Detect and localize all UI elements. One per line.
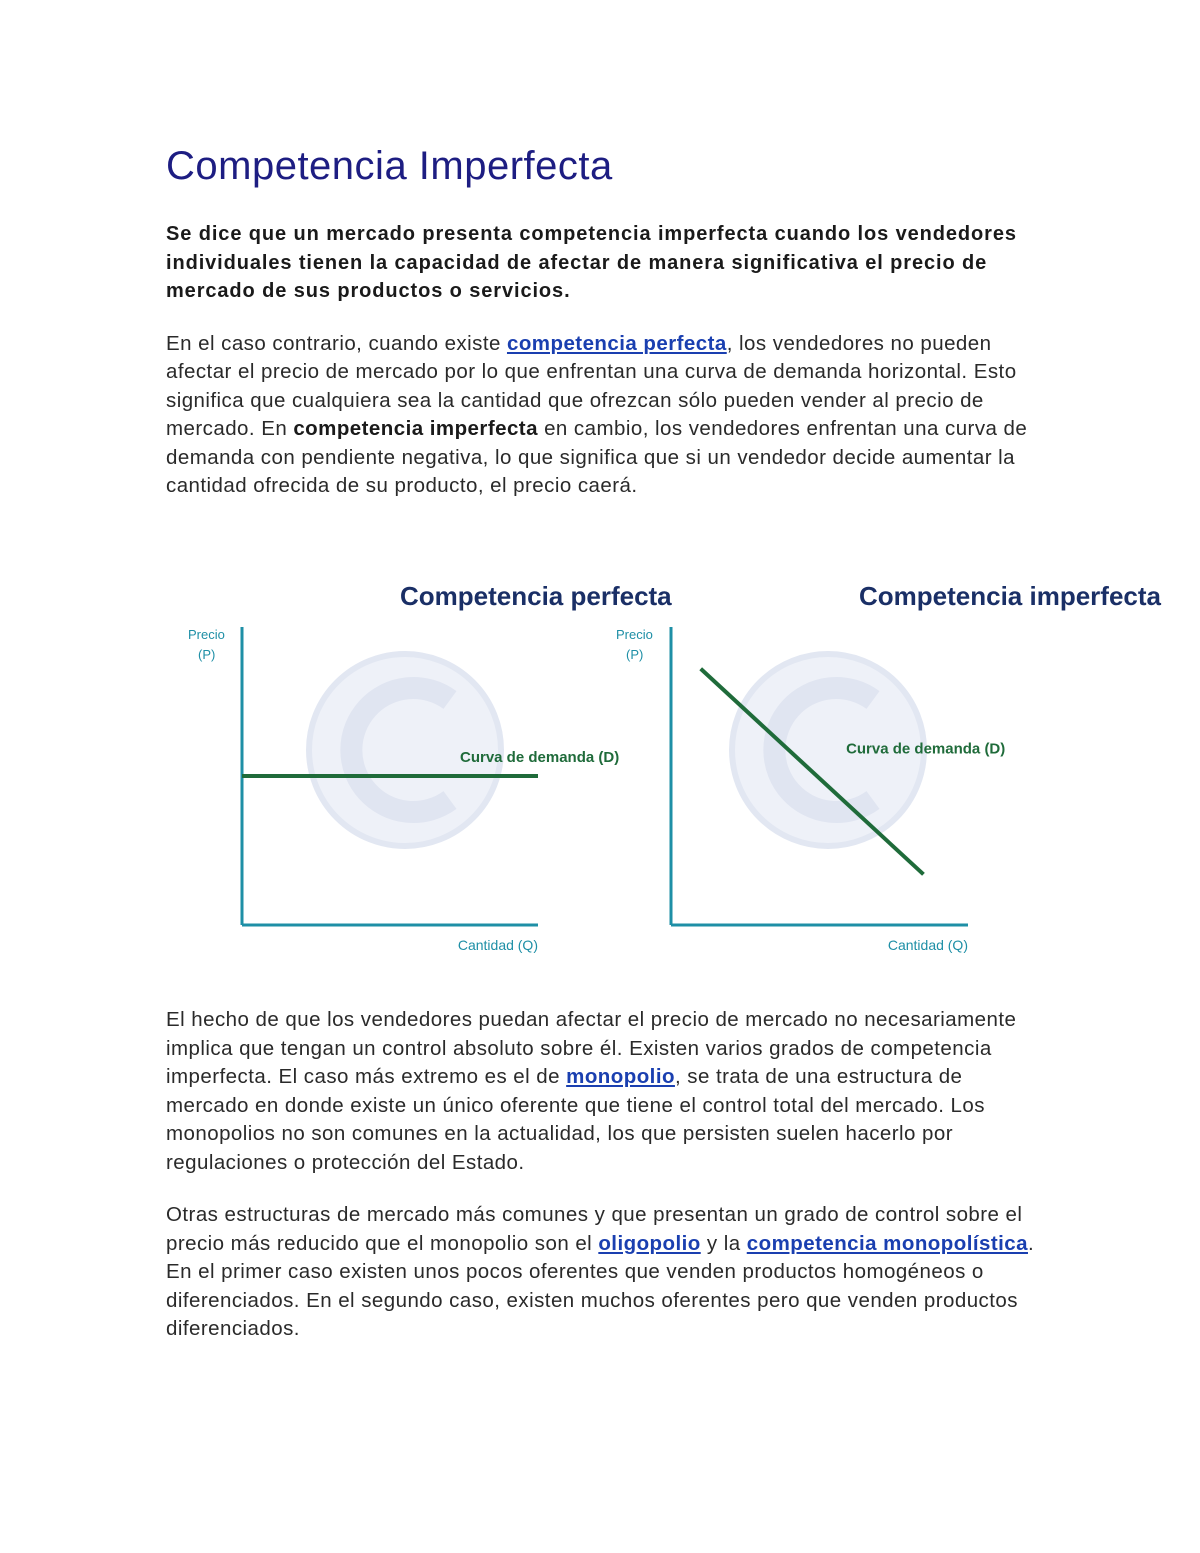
chart-title: Competencia perfecta (400, 581, 672, 611)
demand-curve-label: Curva de demanda (D) (846, 740, 1006, 758)
text-segment: El hecho de que los vendedores puedan afectar el precio de mercado no necesariamente implica que tengan un control absoluto sobre él. Existen varios grados de competencia imperfecta. El caso más extremo es el de (166, 1008, 1017, 1088)
text-segment: en cambio, los vendedores enfrentan una curva de demanda con pendiente negativa, lo que significa que si un vendedor decide aumentar la cantidad ofrecida de su producto, el precio caerá. (166, 417, 1028, 497)
document-body-continued (166, 1006, 1046, 1344)
link-monopolio[interactable]: monopolio (566, 1065, 675, 1088)
chart-title: Competencia imperfecta (859, 581, 1161, 611)
y-axis-label: Precio (616, 627, 653, 642)
document-body (166, 140, 1046, 501)
figure-demand-curves (160, 565, 1161, 975)
demand-curve-label: Curva de demanda (D) (460, 749, 620, 766)
x-axis-label: Cantidad (Q) (887, 937, 968, 953)
y-axis-label: Precio (188, 627, 225, 642)
link-competencia-monopolistica[interactable]: competencia monopolística (746, 1231, 1028, 1255)
text-segment: y la (700, 1231, 747, 1255)
text-segment: En el caso contrario, cuando existe (166, 331, 507, 355)
link-oligopolio[interactable]: oligopolio (598, 1231, 701, 1255)
text-segment: . En el primer caso existen unos pocos oferentes que venden productos homogéneos o diferenciados. En el segundo caso, existen muchos oferentes pero que venden productos diferenciados. (166, 1231, 1035, 1340)
link-competencia-perfecta[interactable]: competencia perfecta (506, 331, 727, 355)
text-segment: Otras estructuras de mercado más comunes y que presentan un grado de control sobre el precio más reducido que el monopolio son el (166, 1203, 1023, 1255)
text-segment: , los vendedores no pueden afectar el precio de mercado por lo que enfrentan una curva de demanda horizontal. Esto significa que cualquiera sea la cantidad que ofrezcan sólo pueden vender al precio de mercado. En (166, 331, 1017, 440)
paragraph-3 (166, 1201, 1046, 1344)
y-axis-label-unit: (P) (198, 647, 216, 662)
x-axis-label: Cantidad (Q) (457, 937, 538, 953)
paragraph-1 (166, 330, 1046, 501)
lead-paragraph: Se dice que un mercado presenta competencia imperfecta cuando los vendedores individuales tienen la capacidad de afectar de manera significativa el precio de mercado de sus productos o servicios. (166, 223, 1017, 302)
paragraph-2 (166, 1006, 1046, 1177)
y-axis-label-unit: (P) (626, 647, 644, 662)
page-title: Competencia Imperfecta (166, 144, 613, 188)
text-segment: , se trata de una estructura de mercado en donde existe un único oferente que tiene el control total del mercado. Los monopolios no son comunes en la actualidad, los que persisten suelen hacerlo por regulaciones o protección del Estado. (166, 1065, 985, 1174)
charts-svg (160, 565, 1161, 975)
bold-competencia-imperfecta: competencia imperfecta (293, 417, 538, 440)
